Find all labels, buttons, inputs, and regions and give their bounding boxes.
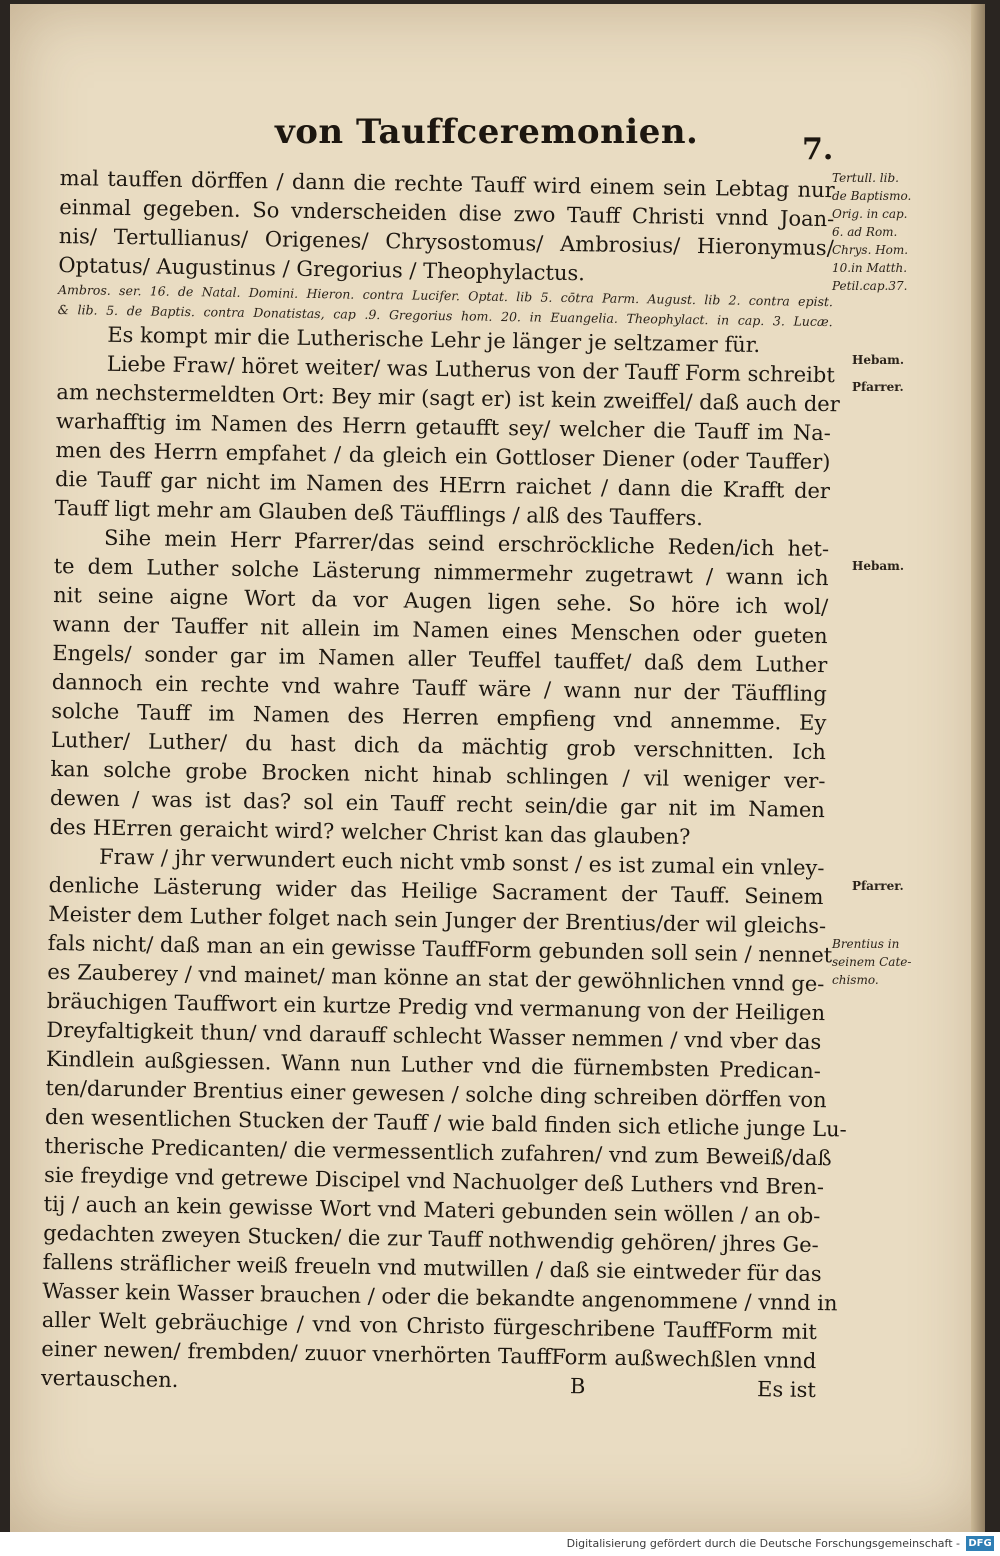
- text-line: vertauschen.: [40, 1365, 179, 1393]
- text-line: mal tauffen dörffen / dann die rechte Tauff wird einem sein Lebtag nur: [59, 165, 835, 203]
- funding-credit: Digitalisierung gefördert durch die Deutsche Forschungsgemeinschaft -: [566, 1537, 960, 1550]
- margin-note-speaker: Hebam.: [852, 353, 905, 367]
- margin-note-speaker: Pfarrer.: [852, 380, 904, 394]
- text-line: Wasser kein Wasser brauchen / oder die bekandte angenommene / vnnd in: [42, 1278, 838, 1316]
- text-line: Luther/ Luther/ du hast dich da mächtig grob verschnitten. Ich: [50, 727, 827, 765]
- text-line: te dem Luther solche Lästerung nimmermehr zugetrawt / wann ich: [53, 553, 829, 591]
- running-head: von Tauffceremonien.: [275, 112, 699, 152]
- text-line: Sihe mein Herr Pfarrer/das seind erschröckliche Reden/ich het-: [103, 525, 830, 562]
- text-line: einmal gegeben. So vnderscheiden dise zwo Tauff Christi vnnd Joan-: [59, 194, 835, 232]
- text-line: ten/darunder Brentius einer gewesen / solche ding schreiben dörffen von: [45, 1075, 827, 1113]
- text-line: sie freydige vnd getrewe Discipel vnd Nachuolger deß Luthers vnd Bren-: [43, 1162, 825, 1200]
- text-line: des HErren geraicht wird? welcher Christ kan das glauben?: [49, 814, 691, 849]
- text-line: nis/ Tertullianus/ Origenes/ Chrysostomus/ Ambrosius/ Hieronymus/: [58, 223, 834, 261]
- text-line: kan solche grobe Brocken nicht hinab schlingen / vil weniger ver-: [50, 756, 826, 794]
- margin-note-brentius: Brentius in seinem Cate- chismo.: [832, 937, 912, 987]
- book-page: [10, 4, 985, 1532]
- text-line: aller Welt gebräuchige / vnd von Christo fürgeschribene TauffForm mit: [41, 1307, 817, 1345]
- text-line: solche Tauff im Namen des Herren empfieng vnd annemme. Ey: [51, 698, 827, 736]
- dfg-logo: DFG: [966, 1536, 994, 1551]
- page-edge: [971, 4, 985, 1532]
- margin-note-speaker: Pfarrer.: [852, 879, 904, 893]
- text-line: dannoch ein rechte vnd wahre Tauff wäre / wann nur der Täuffling: [51, 669, 827, 707]
- text-line: men des Herrn empfahet / da gleich ein Gottloser Diener (oder Tauffer): [55, 437, 831, 475]
- text-line: denliche Lästerung wider das Heilige Sacrament der Tauff. Seinem: [48, 872, 824, 910]
- text-line: Liebe Fraw/ höret weiter/ was Lutherus von der Tauff Form schreibt: [106, 351, 835, 388]
- footer-bar: [0, 1532, 1000, 1556]
- text-line: bräuchigen Tauffwort ein kurtze Predig vnd vermanung von der Heiligen: [46, 988, 826, 1026]
- signature-mark: B: [569, 1374, 586, 1399]
- text-line: Fraw / jhr verwundert euch nicht vmb sonst / es ist zumal ein vnley-: [98, 844, 825, 881]
- text-line: nit seine aigne Wort da vor Augen ligen sehe. So höre ich wol/: [53, 582, 829, 620]
- text-line: wann der Tauffer nit allein im Namen eines Menschen oder gueten: [52, 611, 828, 649]
- text-line: Dreyfaltigkeit thun/ vnd darauff schlecht Wasser nemmen / vnd vber das: [46, 1017, 822, 1055]
- margin-note-speaker: Hebam.: [852, 559, 905, 573]
- text-line: dewen / was ist das? sol ein Tauff recht sein/die gar nit im Namen: [49, 785, 826, 823]
- text-line: Tauff ligt mehr am Glauben deß Täufflings / alß des Tauffers.: [54, 495, 704, 531]
- margin-note-sources: Tertull. lib. de Baptismo. Orig. in cap. 6. ad Rom. Chrys. Hom. 10.in Matth. Petil.cap.37.: [832, 171, 912, 293]
- text-line: Optatus/ Augustinus / Gregorius / Theophylactus.: [58, 252, 586, 286]
- text-line: die Tauff gar nicht im Namen des HErrn raichet / dann die Krafft der: [54, 466, 831, 504]
- text-line: tij / auch an kein gewisse Wort vnd Materi gebunden sein wöllen / an ob-: [43, 1191, 821, 1229]
- text-line: therische Predicanten/ die vermessentlich zufahren/ vnd zum Beweiß/daß: [44, 1133, 832, 1171]
- text-line: Es kompt mir die Lutherische Lehr je länger je seltzamer für.: [107, 322, 761, 358]
- margin-notes: [10, 4, 985, 1532]
- text-line: es Zauberey / vnd mainet/ man könne an stat der gewöhnlichen vnnd ge-: [47, 959, 825, 997]
- catchword: Es ist: [756, 1377, 817, 1403]
- text-line: am nechstermeldten Ort: Bey mir (sagt er) ist kein zweiffel/ daß auch der: [56, 379, 840, 417]
- text-line: Kindlein außgiessen. Wann nun Luther vnd die fürnembsten Predican-: [45, 1046, 822, 1084]
- text-line: fallens sträflicher weiß freueln vnd mutwillen / daß sie eintweder für das: [42, 1249, 822, 1287]
- text-line: gedachten zweyen Stucken/ die zur Tauff nothwendig gehören/ jhres Ge-: [43, 1220, 819, 1258]
- text-line: Engels/ sonder gar im Namen aller Teuffel tauffet/ daß dem Luther: [52, 640, 828, 678]
- citation-line: Ambros. ser. 16. de Natal. Domini. Hieron. contra Lucifer. Optat. lib 5. cōtra Parm. August. lib 2. contra epist.: [57, 281, 834, 310]
- page-number: 7.: [802, 132, 834, 167]
- text-line: warhafftig im Namen des Herrn getaufft sey/ welcher die Tauff im Na-: [55, 408, 832, 446]
- citation-line: & lib. 5. de Baptis. contra Donatistas, cap .9. Gregorius hom. 20. in Euangelia. Theophylact. in cap. 3. Lucæ.: [57, 301, 833, 330]
- text-line: Meister dem Luther folget nach sein Junger der Brentius/der wil gleichs-: [48, 901, 827, 939]
- text-line: den wesentlichen Stucken der Tauff / wie bald finden sich etliche junge Lu-: [44, 1104, 847, 1142]
- text-line: fals nicht/ daß man an ein gewisse TauffForm gebunden soll sein / nennet: [47, 930, 833, 968]
- text-line: einer newen/ frembden/ zuuor vnerhörten TauffForm außwechßlen vnnd: [41, 1336, 817, 1374]
